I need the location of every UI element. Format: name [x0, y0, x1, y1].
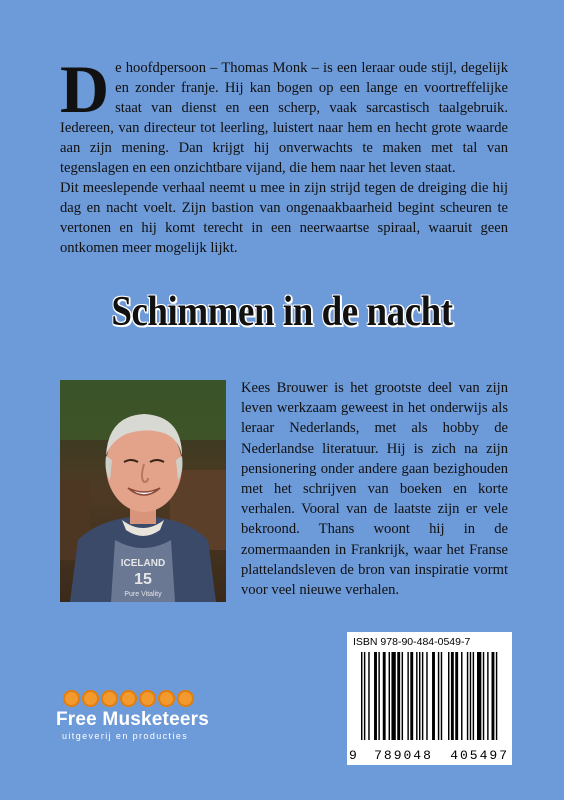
barcode-bar: [496, 652, 497, 740]
barcode-bar: [391, 652, 395, 740]
ean-digit-lead: 9: [349, 748, 357, 763]
film-icon: [120, 690, 137, 707]
barcode-bar: [487, 652, 488, 740]
back-cover-blurb: [60, 51, 508, 258]
barcode-bar: [407, 652, 408, 740]
barcode-bars: [361, 652, 501, 740]
author-bio: Kees Brouwer is het grootste deel van zijn leven werkzaam geweest in het onderwijs als leraar Nederlands, met als hobby de Nederlandse literatuur. Hij is zich na zijn pensionering onder andere gaan bezighouden met het schrijven van boeken en korte verhalen. Vooral van de laatste zijn er vele bekroond. Thans woont hij in de zomermaanden in Frankrijk, waar het Franse plattelandsleven de bron van inspiratie vormt voor veel nieuwe verhalen.: [241, 380, 508, 599]
ean-digits: [349, 748, 509, 763]
barcode-bar: [483, 652, 484, 740]
barcode-bar: [374, 652, 377, 740]
shirt-subtext: Pure Vitality: [124, 591, 162, 598]
barcode-bar: [473, 652, 474, 740]
barcode-bar: [461, 652, 462, 740]
publisher-name: Free Musketeers: [56, 709, 209, 730]
barcode-bar: [492, 652, 495, 740]
blurb-paragraph-2: Dit meeslepende verhaal neemt u mee in zijn strijd tegen de dreiging die hij dag en nacht voelt. Zijn bastion van ongenaakbaarheid begint scheuren te vertonen en hij komt terecht in een neerwaartse spiraal, waaruit geen ontkomen meer mogelijk lijkt.: [60, 180, 508, 256]
ean-digit-group-2: 405497: [450, 748, 509, 763]
barcode-bar: [364, 652, 365, 740]
barcode-bar: [419, 652, 420, 740]
barcode-bar: [389, 652, 390, 740]
publisher-logo: [56, 690, 226, 741]
shirt-number: 15: [134, 571, 152, 588]
music-icon: [101, 690, 118, 707]
barcode-bar: [441, 652, 442, 740]
drop-cap: D: [60, 51, 110, 127]
publisher-icons: [63, 690, 226, 707]
barcode-bar: [402, 652, 403, 740]
barcode-bar: [416, 652, 417, 740]
isbn-barcode: [347, 632, 512, 765]
barcode-bar: [448, 652, 449, 740]
barcode-bar: [438, 652, 439, 740]
brush-icon: [158, 690, 175, 707]
barcode-bar: [378, 652, 379, 740]
book-icon: [63, 690, 80, 707]
barcode-bar: [477, 652, 481, 740]
barcode-bar: [422, 652, 423, 740]
barcode-bar: [470, 652, 471, 740]
barcode-bar: [467, 652, 468, 740]
barcode-bar: [383, 652, 386, 740]
barcode-bar: [426, 652, 427, 740]
barcode-bar: [368, 652, 369, 740]
publisher-tagline: uitgeverij en producties: [62, 731, 189, 741]
barcode-bar: [455, 652, 458, 740]
blurb-paragraph-1: e hoofdpersoon – Thomas Monk – is een leraar oude stijl, degelijk en zonder franje. Hij kan bogen op een lange en voortreffelijke staat van dienst en een scherp, vaak sarcastisch taalgebruik. Iedereen, van directeur tot leerling, luistert naar hem en hecht grote waarde aan zijn mening. Dan krijgt hij onverwachts te maken met tal van tegenslagen en een onzichtbare vijand, die hem naar het leven staat.: [60, 60, 508, 176]
barcode-bar: [397, 652, 400, 740]
barcode-bar: [361, 652, 362, 740]
barcode-bar: [451, 652, 454, 740]
book-title: Schimmen in de nacht: [111, 289, 453, 335]
theatre-icon: [139, 690, 156, 707]
shirt-text: ICELAND: [120, 558, 166, 569]
camera-icon: [177, 690, 194, 707]
author-photo: [60, 380, 226, 602]
ean-digit-group-1: 789048: [374, 748, 433, 763]
barcode-bar: [410, 652, 413, 740]
barcode-bar: [432, 652, 435, 740]
isbn-number: ISBN 978-90-484-0549-7: [353, 636, 471, 648]
pen-icon: [82, 690, 99, 707]
